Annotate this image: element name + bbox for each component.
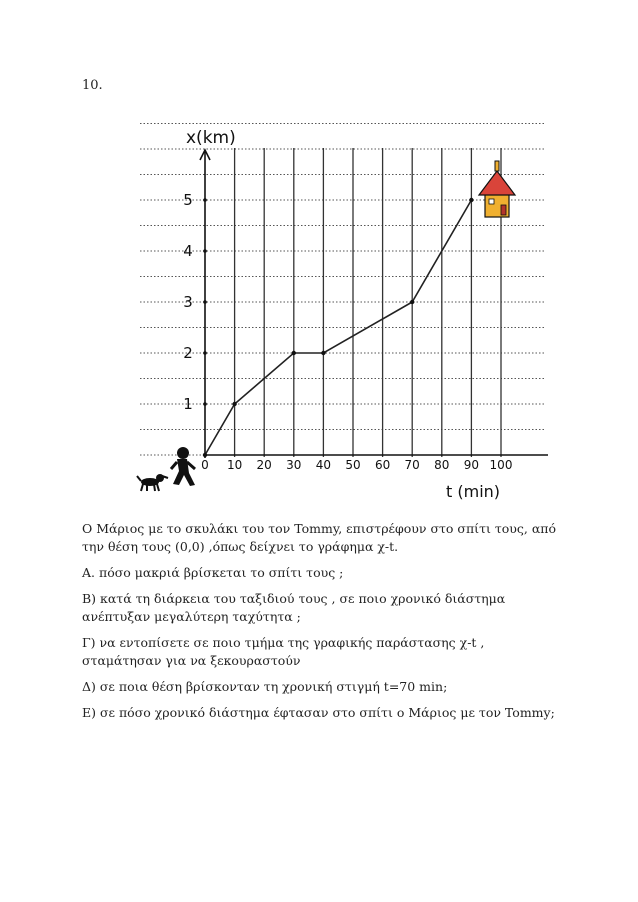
question-number: 10. (82, 78, 103, 93)
walking-man-icon (171, 447, 195, 486)
question-c: Γ) να εντοπίσετε σε ποιο τμήμα της γραφικής παράστασης χ-t , σταμάτησαν για να ξεκουραστούν (82, 635, 485, 668)
y-tick-label: 1 (183, 395, 193, 413)
question-a: Α. πόσο μακριά βρίσκεται το σπίτι τους ; (82, 565, 344, 580)
x-tick-label: 10 (226, 458, 243, 472)
y-tick-mark (203, 351, 207, 355)
y-axis-label: x(km) (186, 128, 236, 148)
vertical-gridlines (235, 148, 501, 457)
y-tick-label: 4 (183, 242, 193, 260)
x-tick-label: 0 (201, 458, 209, 472)
y-tick-mark (203, 402, 207, 406)
data-point (232, 402, 236, 406)
y-tick-label: 5 (183, 191, 193, 209)
y-tick-mark (203, 249, 207, 253)
data-point (469, 198, 473, 202)
data-point (292, 351, 296, 355)
x-tick-label: 90 (463, 458, 480, 472)
question-d: Δ) σε ποια θέση βρίσκονταν τη χρονική στιγμή t=70 min; (82, 679, 448, 694)
intro-paragraph: Ο Μάριος με το σκυλάκι του τον Tommy, επιστρέφουν στο σπίτι τους, από την θέση τους (0,0) ,όπως δείχνει το γράφημα χ-t. (82, 521, 557, 554)
house-icon (479, 161, 515, 217)
data-point (410, 300, 414, 304)
x-tick-label: 30 (286, 458, 302, 472)
x-tick-label: 60 (374, 458, 391, 472)
x-axis-label: t (min) (446, 482, 501, 501)
x-tick-label: 20 (256, 458, 272, 472)
x-tick-label: 70 (404, 458, 420, 472)
y-tick-mark (203, 300, 207, 304)
data-point (203, 453, 207, 457)
horizontal-gridlines (140, 124, 546, 456)
dog-icon (137, 474, 168, 491)
question-text (82, 520, 562, 730)
data-point (321, 351, 325, 355)
y-tick-label: 2 (183, 344, 193, 362)
x-tick-label: 40 (315, 458, 332, 472)
x-tick-label: 80 (434, 458, 450, 472)
y-tick-label: 3 (183, 293, 193, 311)
y-tick-mark (203, 198, 207, 202)
x-tick-label: 50 (345, 458, 361, 472)
data-points (203, 198, 474, 457)
x-tick-label: 100 (489, 458, 513, 472)
question-e: Ε) σε πόσο χρονικό διάστημα έφτασαν στο σπίτι ο Μάριος με τον Tommy; (82, 705, 555, 720)
question-b: Β) κατά τη διάρκεια του ταξιδιού τους , σε ποιο χρονικό διάστημα ανέπτυξαν μεγαλύτερη ταχύτητα ; (82, 591, 506, 624)
